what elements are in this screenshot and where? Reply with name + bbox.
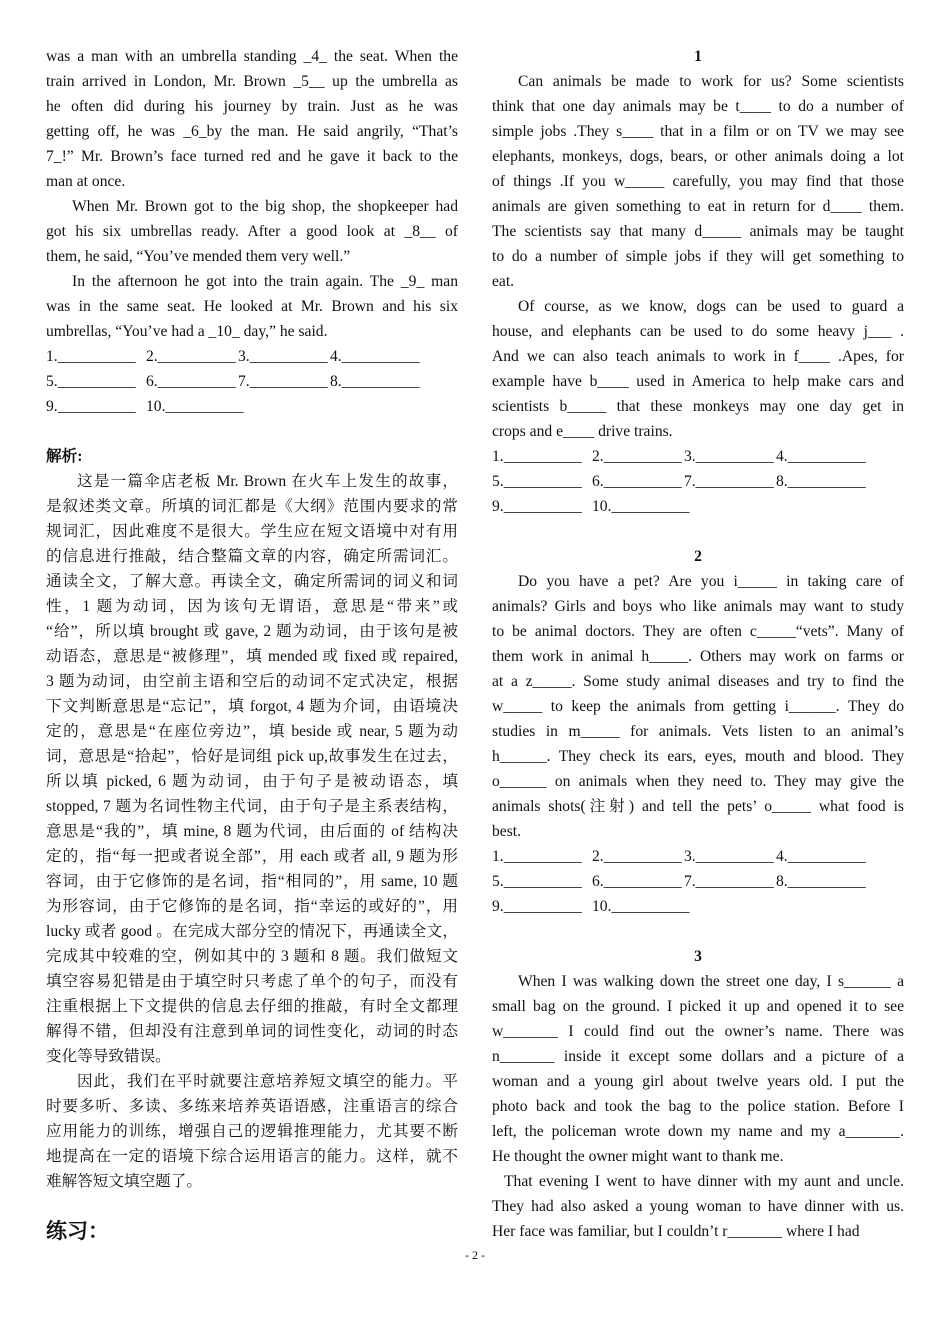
answer-blank[interactable]: 5.__________ [492,473,582,490]
text-line: 难解答短文填空题了。 [46,1173,202,1190]
answer-blank[interactable]: 4.__________ [776,448,866,465]
right-column [492,44,904,1244]
analysis-heading: 解析: [46,448,83,465]
text-line: them work in animal h_____. Others may work on farms or [492,648,904,665]
answer-blank[interactable]: 1.__________ [46,348,136,365]
text-line: 因此，我们在平时就要注意培养短文填空的能力。平 [77,1073,458,1090]
answer-blank[interactable]: 5.__________ [46,373,136,390]
answer-row [492,894,904,919]
answer-blank[interactable]: 2.__________ [592,848,682,865]
text-line: 所以填 picked, 6 题为动词，由于句子是被动语态，填 [46,773,458,790]
text-line: 动语态，意思是“被修理”，填 mended 或 fixed 或 repaired, [46,648,458,665]
text-line: animals are given something to eat in return for d____ them. [492,198,904,215]
paragraph [46,44,458,194]
text-line: In the afternoon he got into the train again. The _9_ man [72,273,458,290]
text-line: he often did during his journey by train. Just as he was [46,98,458,115]
answer-blank[interactable]: 6.__________ [146,373,236,390]
answer-blank[interactable]: 7.__________ [238,373,328,390]
text-line: left, the policeman wrote down my name and my a_______. [492,1123,904,1140]
text-line: 定的，意思是“在座位旁边”，填 beside 或 near, 5 题为动 [46,723,458,740]
text-line: animals shots(注射) and tell the pets’ o_____ what food is [492,798,904,815]
text-line: eat. [492,273,515,290]
text-line: h______. They check its ears, eyes, mouth and blood. They [492,748,904,765]
text-line: 注重根据上下文提供的信息去仔细的推敲，有时全文都理 [46,998,458,1015]
text-line: 3 题为动词，由空前主语和空后的动词不定式决定，根据 [46,673,458,690]
text-line: best. [492,823,522,840]
answer-row [46,344,458,369]
answer-blank[interactable]: 3.__________ [238,348,328,365]
text-line: 容词，由于它修饰的是名词，指“相同的”，用 same, 10 题 [46,873,458,890]
text-line: umbrellas, “You’ve had a _10_ day,” he said. [46,323,328,340]
text-line: elephants, monkeys, dogs, bears, or other animals doing a lot [492,148,904,165]
text-line: n_______ inside it except some dollars and a picture of a [492,1048,904,1065]
answer-row [492,844,904,869]
answer-blank[interactable]: 6.__________ [592,873,682,890]
text-line: 应用能力的训练，增强自己的逻辑推理能力，尤其要不断 [46,1123,458,1140]
answer-row [46,394,458,419]
text-line: 完成其中较难的空，例如其中的 3 题和 8 题。我们做短文 [46,948,458,965]
text-line: 通读全文，了解大意。再读全文，确定所需词的词义和词 [46,573,458,590]
answer-blank[interactable]: 8.__________ [776,473,866,490]
answer-row [492,444,904,469]
text-line: example have b____ used in America to help make cars and [492,373,904,390]
paragraph [46,194,458,269]
text-line: 下文判断意思是“忘记”，填 forgot, 4 题为介词，由语境决 [46,698,458,715]
text-line: was in the same seat. He looked at Mr. Brown and his six [46,298,458,315]
answer-blanks [492,444,904,519]
text-line: When I was walking down the street one day, I s______ a [518,973,904,990]
answer-blank[interactable]: 8.__________ [330,373,420,390]
text-line: was a man with an umbrella standing _4_ the seat. When the [46,48,458,65]
page-number: - 2 - [465,1248,485,1262]
passage-number: 1 [694,48,702,65]
passage-number: 3 [694,948,702,965]
text-line: simple jobs .They s____ that in a film or on TV we may see [492,123,904,140]
text-line: them, he said, “You’ve mended them very well.” [46,248,351,265]
text-line: The scientists say that many d_____ animals may be taught [492,223,904,240]
text-line: 时要多听、多读、多练来培养英语语感，注重语言的综合 [46,1098,458,1115]
text-line: train arrived in London, Mr. Brown _5__ up the umbrella as [46,73,458,90]
text-line: Of course, as we know, dogs can be used to guard a [518,298,904,315]
text-line: got his six umbrellas ready. After a good look at _8__ of [46,223,458,240]
text-line: woman and a young girl about twelve years old. I put the [492,1073,904,1090]
answer-blank[interactable]: 7.__________ [684,473,774,490]
answer-blank[interactable]: 10.__________ [592,898,690,915]
answer-blank[interactable]: 2.__________ [592,448,682,465]
answer-blank[interactable]: 10.__________ [146,398,244,415]
text-line: He thought the owner might want to thank me. [492,1148,784,1165]
text-line: animals? Girls and boys who like animals may want to study [492,598,904,615]
answer-blank[interactable]: 8.__________ [776,873,866,890]
text-line: Her face was familiar, but I couldn’t r_______ where I had [492,1223,860,1240]
paragraph [46,269,458,344]
paragraph [492,294,904,444]
text-line: 词，意思是“拾起”，恰好是词组 pick up,故事发生在过去， [46,748,458,765]
text-line: stopped, 7 题为名词性物主代词，由于句子是主系表结构， [46,798,458,815]
answer-blank[interactable]: 5.__________ [492,873,582,890]
answer-blank[interactable]: 10.__________ [592,498,690,515]
spacer [492,919,904,944]
answer-blank[interactable]: 6.__________ [592,473,682,490]
answer-blank[interactable]: 7.__________ [684,873,774,890]
answer-blank[interactable]: 9.__________ [492,898,582,915]
text-line: “给”，所以填 brought 或 gave, 2 题为动词，由于该句是被 [46,623,458,640]
text-line: think that one day animals may be t____ to do a number of [492,98,904,115]
text-line: 意思是“我的”，填 mine, 8 题为代词，由后面的 of 结构决 [46,823,458,840]
text-line: 为形容词，由于它修饰的是名词，指“幸运的或好的”，用 [46,898,458,915]
text-line: getting off, he was _6_by the man. He said angrily, “That’s [46,123,458,140]
text-line: 地提高在一定的语境下综合运用语言的能力。这样，就不 [46,1148,458,1165]
text-line: to do a number of simple jobs if they will get something to [492,248,904,265]
answer-blank[interactable]: 3.__________ [684,448,774,465]
spacer [46,419,458,444]
text-line: That evening I went to have dinner with my aunt and uncle. [504,1173,904,1190]
answer-blank[interactable]: 1.__________ [492,448,582,465]
paragraph [46,469,458,1069]
answer-blank[interactable]: 1.__________ [492,848,582,865]
answer-blank[interactable]: 2.__________ [146,348,236,365]
text-line: studies in m_____ for animals. Vets listen to an animal’s [492,723,904,740]
text-line: w_______ I could find out the owner’s name. There was [492,1023,904,1040]
answer-row [46,369,458,394]
text-line: 规词汇，因此难度不是很大。学生应在短文语境中对有用 [46,523,458,540]
text-line: o______ on animals when they need to. They may give the [492,773,904,790]
paragraph [46,1069,458,1194]
answer-row [492,469,904,494]
spacer [492,519,904,544]
text-line: to be animal doctors. They are often c_____“vets”. Many of [492,623,904,640]
text-line: 定的，指“每一把或者说全部”，用 each 或者 all, 9 题为形 [46,848,458,865]
text-line: 变化等导致错误。 [46,1048,171,1065]
text-line: small bag on the ground. I picked it up and opened it to see [492,998,904,1015]
text-line: crops and e____ drive trains. [492,423,673,440]
text-line: photo back and took the bag to the police station. Before I [492,1098,904,1115]
answer-row [492,494,904,519]
answer-blanks [492,844,904,919]
answer-blank[interactable]: 9.__________ [46,398,136,415]
text-line: Do you have a pet? Are you i_____ in taking care of [518,573,904,590]
text-line: scientists b_____ that these monkeys may one day get in [492,398,904,415]
text-line: of things .If you w_____ carefully, you may find that those [492,173,904,190]
text-line: They had also asked a young woman to have dinner with us. [492,1198,904,1215]
text-line: 性，1 题为动词，因为该句无谓语，意思是“带来”或 [46,598,458,615]
text-line: Can animals be made to work for us? Some scientists [518,73,904,90]
text-line: 是叙述类文章。所填的词汇都是《大纲》范围内要求的常 [46,498,458,515]
paragraph [492,1169,904,1244]
answer-row [492,869,904,894]
paragraph [492,569,904,844]
text-line: 这是一篇伞店老板 Mr. Brown 在火车上发生的故事， [77,473,458,490]
answer-blank[interactable]: 4.__________ [330,348,420,365]
answer-blank[interactable]: 4.__________ [776,848,866,865]
answer-blank[interactable]: 3.__________ [684,848,774,865]
practice-heading: 练习： [46,1219,109,1243]
text-line: And we can also teach animals to work in f____ .Apes, for [492,348,904,365]
text-line: house, and elephants can be used to do some heavy j___ . [492,323,904,340]
text-line: man at once. [46,173,126,190]
analysis-text [46,469,458,1194]
text-line: 的信息进行推敲，结合整篇文章的内容，确定所需词汇。 [46,548,458,565]
text-line: 解得不错，但却没有注意到单词的词性变化，动词的时态 [46,1023,458,1040]
text-line: 7_!” Mr. Brown’s face turned red and he gave it back to the [46,148,458,165]
text-line: at a z_____. Some study animal diseases and try to find the [492,673,904,690]
text-line: When Mr. Brown got to the big shop, the shopkeeper had [72,198,458,215]
answer-blanks [46,344,458,419]
text-line: w_____ to keep the animals from getting i______. They do [492,698,904,715]
paragraph [492,69,904,294]
text-line: 填空容易犯错是由于填空时只考虑了单个的句子，而没有 [46,973,458,990]
paragraph [492,969,904,1169]
passage-number: 2 [694,548,702,565]
left-column [46,44,458,1246]
text-line: lucky 或者 good 。在完成大部分空的情况下，再通读全文， [46,923,458,940]
answer-blank[interactable]: 9.__________ [492,498,582,515]
